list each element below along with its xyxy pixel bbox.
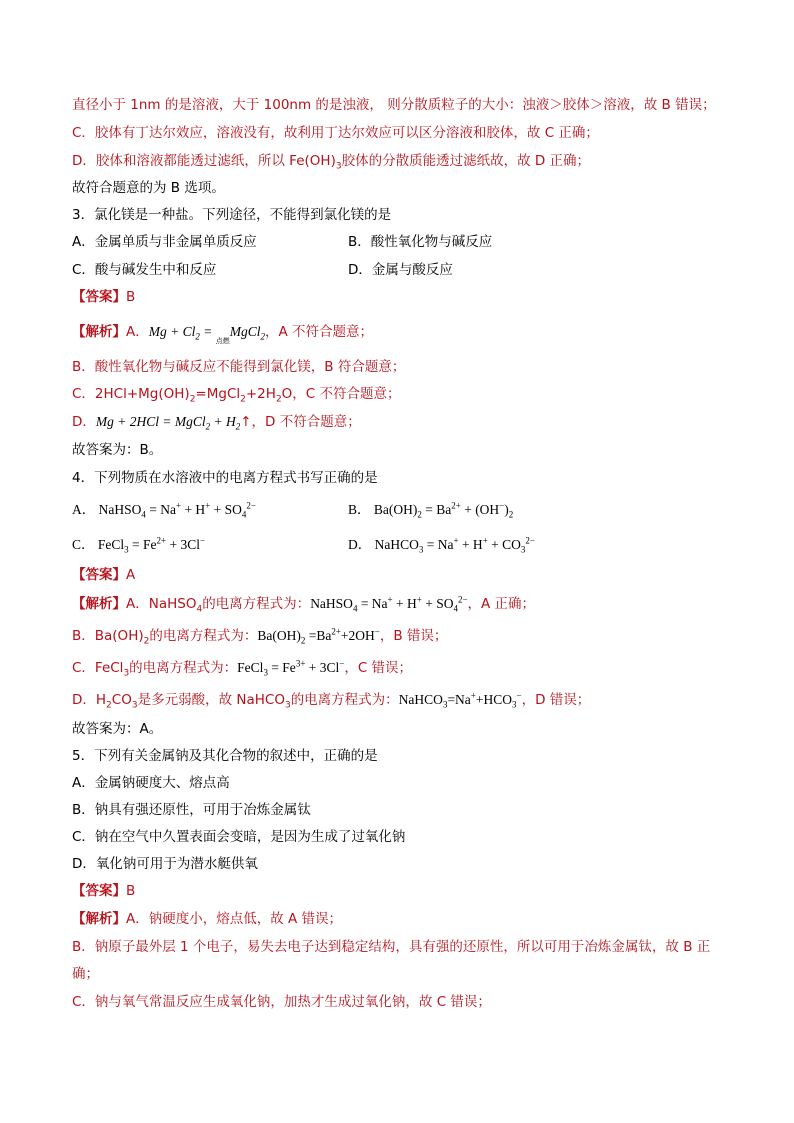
q2-line-2: C．胶体有丁达尔效应，溶液没有，故利用丁达尔效应可以区分溶液和胶体，故 C 正确；: [72, 125, 599, 141]
q5-option-d: D．氧化钠可用于为潜水艇供氧: [72, 856, 258, 872]
q5-option-c: C．钠在空气中久置表面会变暗，是因为生成了过氧化钠: [72, 829, 406, 845]
q3-explanation-a: 【解析】A．$Mg + Cl_2$ = $_{点燃}$MgCl$_2$，A 不符合题意；: [72, 324, 374, 345]
q5-explanation-c: C．钠与氧气常温反应生成氧化钠，加热才生成过氧化钠，故 C 错误；: [72, 994, 491, 1010]
q2-line-3: D．胶体和溶液都能透过滤纸，所以 $Fe(OH)_3$胶体的分散质能透过滤纸故，故 D 正确；: [72, 153, 591, 172]
q3-explanation-c: C．$2HCl+Mg(OH)_2=MgCl_2+2H_2O$，C 不符合题意；: [72, 386, 401, 405]
q5-answer: 【答案】B: [72, 883, 136, 899]
q4-answer: 【答案】A: [72, 567, 136, 583]
q5-option-a: A．金属钠硬度大、熔点高: [72, 775, 230, 791]
q4-option-d: D． NaHCO$_3$ = $Na^+ + H^+ + CO_3^{2-}$: [348, 535, 535, 555]
q4-explanation-d: D．$H_2CO_3$是多元弱酸，故 NaHCO$_3$的电离方程式为：$NaHCO_3=Na^++HCO_3^-$，D 错误；: [72, 690, 591, 711]
q4-conclusion: 故答案为：A。: [72, 721, 163, 737]
q4-option-b: B． $Ba(OH)_2 = Ba^{2+} + (OH^-)_2$: [348, 500, 514, 520]
q4-stem: 4．下列物质在水溶液中的电离方程式书写正确的是: [72, 470, 378, 486]
q5-option-b: B．钠具有强还原性，可用于冶炼金属钛: [72, 802, 311, 818]
q4-option-c: C． FeCl$_3$ = $Fe^{2+} + 3Cl^-$: [72, 535, 206, 555]
q3-answer: 【答案】B: [72, 289, 136, 305]
q3-option-a: A．金属单质与非金属单质反应: [72, 234, 257, 250]
q3-explanation-b: B．酸性氧化物与碱反应不能得到氯化镁，B 符合题意；: [72, 359, 406, 375]
q5-explanation-b-line2: 确；: [72, 966, 99, 982]
q3-option-c: C．酸与碱发生中和反应: [72, 262, 217, 278]
q4-option-a: A． NaHSO$_4$ = $Na^+ + H^+ + SO_4^{2-}$: [72, 500, 256, 520]
q4-explanation-b: B．$Ba(OH)_2$的电离方程式为：$Ba(OH)_2 =Ba^{2+}+2OH^-$，B 错误；: [72, 626, 448, 647]
q5-explanation-a: 【解析】A．钠硬度小，熔点低，故 A 错误；: [72, 911, 343, 927]
q3-option-b: B．酸性氧化物与碱反应: [348, 234, 493, 250]
q4-explanation-c: C．FeCl$_3$的电离方程式为：FeCl$_3$ = $Fe^{3+} + 3Cl^-$，C 错误；: [72, 658, 413, 679]
q2-line-1: 直径小于 1nm 的是溶液，大于 100nm 的是浊液， 则分散质粒子的大小：浊液＞胶体＞溶液，故 B 错误；: [72, 97, 716, 113]
q5-stem: 5．下列有关金属钠及其化合物的叙述中，正确的是: [72, 748, 378, 764]
q4-explanation-a: 【解析】A．NaHSO$_4$的电离方程式为：NaHSO$_4$ = $Na^+ + H^+ + SO_4^{2-}$，A 正确；: [72, 594, 536, 615]
q5-explanation-b-line1: B．钠原子最外层 1 个电子，易失去电子达到稳定结构，具有强的还原性，所以可用于冶炼金属钛，故 B 正: [72, 939, 711, 955]
q3-conclusion: 故答案为：B。: [72, 442, 163, 458]
q3-explanation-d: D．Mg + 2HCl = MgCl$_2$ + $H_2↑$，D 不符合题意；: [72, 414, 361, 432]
q2-line-4: 故符合题意的为 B 选项。: [72, 180, 225, 196]
q3-stem: 3．氯化镁是一种盐。下列途径，不能得到氯化镁的是: [72, 207, 392, 223]
q3-option-d: D．金属与酸反应: [348, 262, 453, 278]
